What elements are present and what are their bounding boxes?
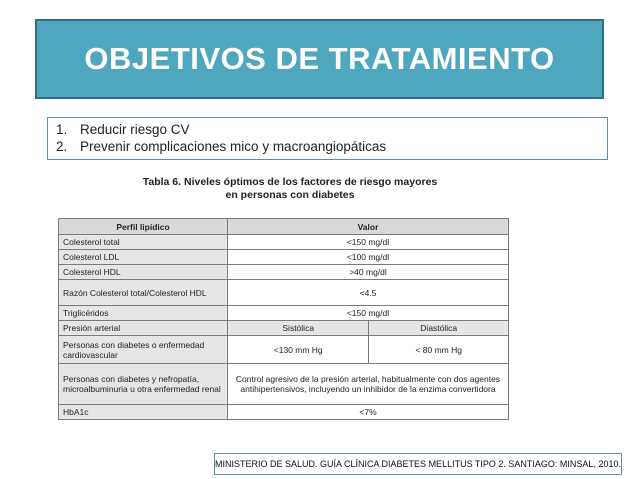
risk-factors-table	[58, 218, 509, 420]
objective-text: Prevenir complicaciones mico y macroangiopáticas	[80, 139, 387, 154]
column-header: Valor	[228, 219, 509, 235]
table-row	[59, 405, 509, 420]
row-value: <4.5	[228, 280, 509, 306]
row-label: Triglicéridos	[59, 306, 228, 321]
objectives-box	[47, 117, 608, 160]
row-label: Personas con diabetes y nefropatía, microalbuminuria u otra enfermedad renal	[59, 364, 228, 405]
table-row	[59, 321, 509, 336]
row-label: Personas con diabetes o enfermedad cardiovascular	[59, 336, 228, 364]
row-value-systolic: <130 mm Hg	[228, 336, 369, 364]
subheader-systolic: Sistólica	[228, 321, 369, 336]
table-row	[59, 364, 509, 405]
row-label: Colesterol total	[59, 235, 228, 250]
table-title-line: Tabla 6. Niveles óptimos de los factores de riesgo mayores	[142, 176, 438, 188]
table-title	[140, 176, 440, 202]
row-label: Colesterol LDL	[59, 250, 228, 265]
page-title: OBJETIVOS DE TRATAMIENTO	[84, 41, 555, 76]
column-header: Perfil lipídico	[59, 219, 228, 235]
row-label: HbA1c	[59, 405, 228, 420]
row-value: <100 mg/dl	[228, 250, 509, 265]
source-text: MINISTERIO DE SALUD. GUÍA CLÍNICA DIABETES MELLITUS TIPO 2. SANTIAGO: MINSAL, 2010.	[215, 459, 621, 469]
row-value: <7%	[228, 405, 509, 420]
subheader-diastolic: Diastólica	[369, 321, 509, 336]
objective-item	[56, 138, 607, 155]
table-row	[59, 265, 509, 280]
row-value: Control agresivo de la presión arterial, habitualmente con dos agentes antihipertensivos, incluyendo un inhibidor de la enzima convertidora	[228, 364, 509, 405]
source-citation	[214, 453, 622, 475]
row-label: Presión arterial	[59, 321, 228, 336]
table-row	[59, 306, 509, 321]
table-title-line: en personas con diabetes	[225, 189, 355, 201]
row-value: >40 mg/dl	[228, 265, 509, 280]
row-label: Colesterol HDL	[59, 265, 228, 280]
table-row	[59, 235, 509, 250]
objective-text: Reducir riesgo CV	[80, 122, 190, 137]
objective-item	[56, 121, 607, 138]
table-header-row	[59, 219, 509, 235]
table-row	[59, 250, 509, 265]
row-value: <150 mg/dl	[228, 235, 509, 250]
objective-number: 1.	[56, 122, 68, 137]
objective-number: 2.	[56, 139, 68, 154]
title-banner	[35, 19, 604, 99]
row-label: Razón Colesterol total/Colesterol HDL	[59, 280, 228, 306]
row-value-diastolic: < 80 mm Hg	[369, 336, 509, 364]
table-row	[59, 336, 509, 364]
table-row	[59, 280, 509, 306]
row-value: <150 mg/dl	[228, 306, 509, 321]
